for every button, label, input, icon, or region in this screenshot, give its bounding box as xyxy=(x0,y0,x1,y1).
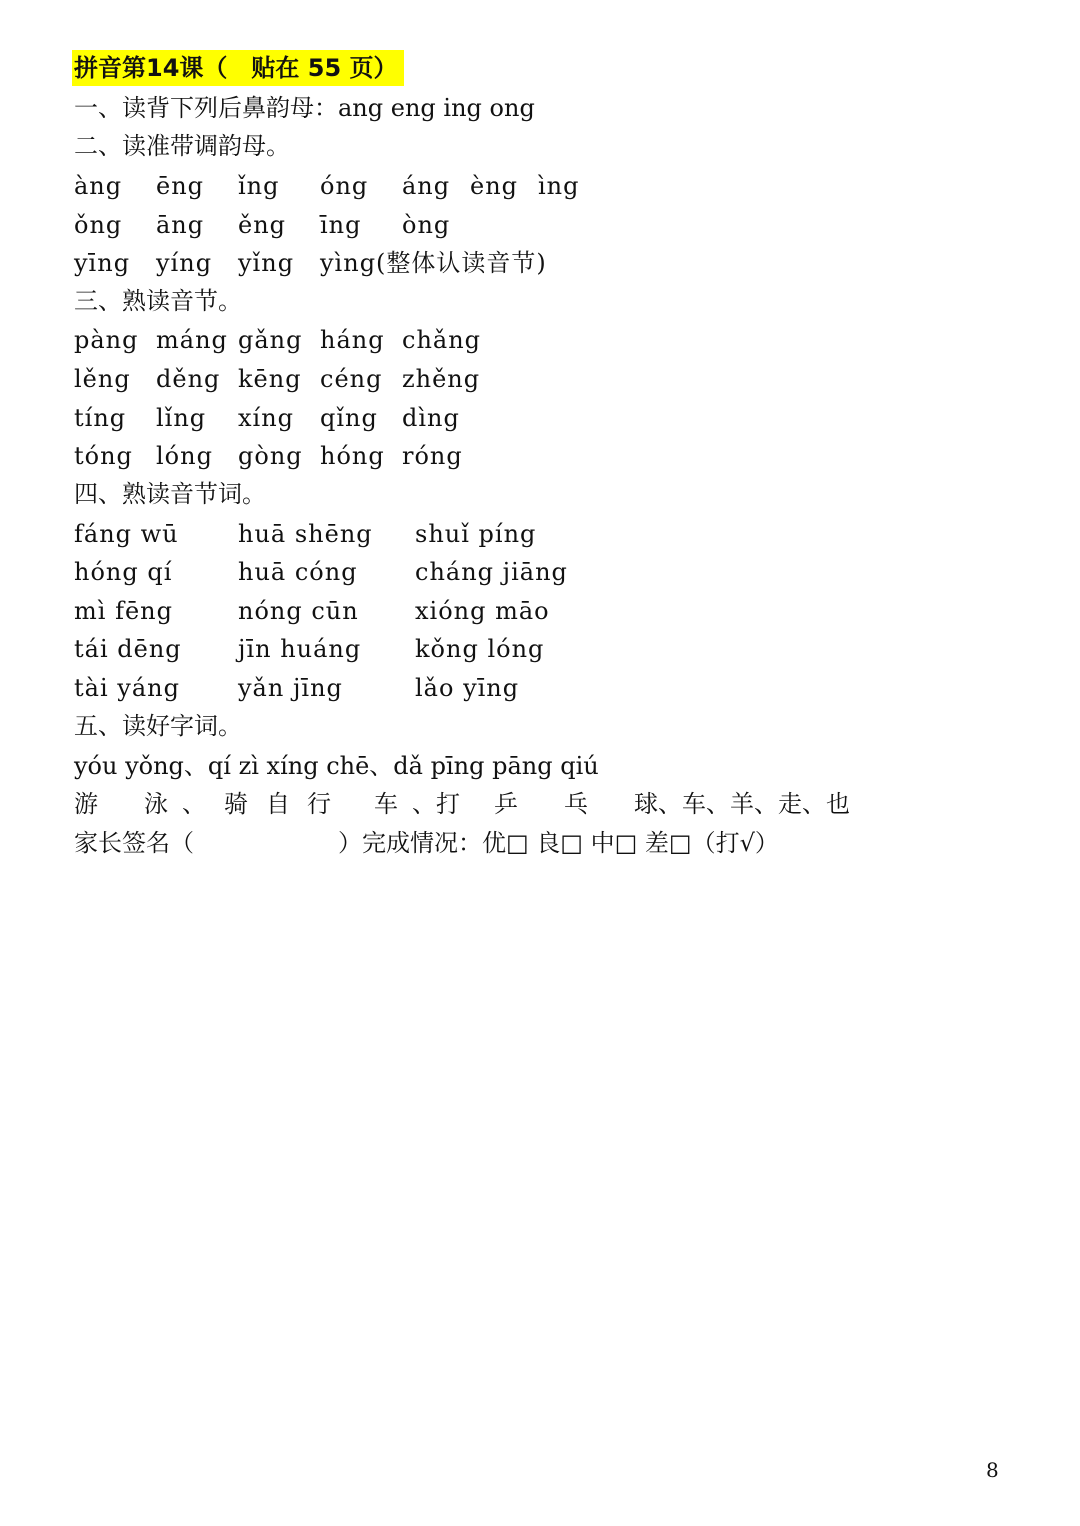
pinyin-word: tái dēng xyxy=(74,635,182,663)
hanzi-char: 骑 xyxy=(224,790,248,818)
syllable: lǐng xyxy=(156,404,207,432)
pinyin-word: cháng jiāng xyxy=(415,558,568,586)
tone-syllable: òng xyxy=(402,211,451,239)
syllable: céng xyxy=(320,365,383,393)
pinyin-word: kǒng lóng xyxy=(415,635,545,663)
section-3-heading: 三、熟读音节。 xyxy=(74,287,242,315)
syllable: kēng xyxy=(238,365,302,393)
pinyin-word: shuǐ píng xyxy=(415,520,537,548)
syllable: děng xyxy=(156,365,221,393)
syllable: hóng xyxy=(320,442,385,470)
tone-syllable: ǐng xyxy=(238,172,280,200)
section-2-heading: 二、读准带调韵母。 xyxy=(74,132,290,160)
pinyin-word: huā shēng xyxy=(238,520,373,548)
syllable: zhěng xyxy=(402,365,481,393)
pinyin-sentence: yóu yǒng、qí zì xíng chē、dǎ pīng pāng qiú xyxy=(74,752,599,780)
hanzi-char: 自 xyxy=(266,790,290,818)
tone-syllable: yìng xyxy=(320,249,377,277)
lesson-title: 拼音第14课（ 贴在 55 页） xyxy=(72,50,404,86)
tone-syllable: ēng xyxy=(156,172,205,200)
hanzi-char: 、 xyxy=(182,790,206,818)
tone-syllable: óng xyxy=(320,172,369,200)
hanzi-char: 乒 xyxy=(494,790,518,818)
syllable: xíng xyxy=(238,404,295,432)
syllable: pàng xyxy=(74,326,139,354)
page-number: 8 xyxy=(986,1458,999,1482)
tones-note: (整体认读音节) xyxy=(376,249,547,277)
tone-syllable: yǐng xyxy=(238,249,295,277)
tone-syllable: yīng xyxy=(74,249,131,277)
pinyin-word: xióng māo xyxy=(415,597,550,625)
syllable: qǐng xyxy=(320,404,378,432)
tone-syllable: áng xyxy=(402,172,451,200)
syllable: háng xyxy=(320,326,385,354)
pinyin-word: tài yáng xyxy=(74,674,180,702)
signature-line: 家长签名（ ）完成情况：优□ 良□ 中□ 差□（打√） xyxy=(74,829,779,857)
hanzi-char: 游 xyxy=(74,790,98,818)
tone-syllable: īng xyxy=(320,211,362,239)
tone-syllable: ǒng xyxy=(74,211,123,239)
hanzi-char: 泳 xyxy=(144,790,168,818)
pinyin-word: huā cóng xyxy=(238,558,358,586)
syllable: dìng xyxy=(402,404,460,432)
syllable: róng xyxy=(402,442,463,470)
syllable: gòng xyxy=(238,442,303,470)
tone-syllable: ìng xyxy=(538,172,580,200)
hanzi-phrase: 球、车、羊、走、也 xyxy=(634,790,850,818)
tone-syllable: ěng xyxy=(238,211,287,239)
syllable: tíng xyxy=(74,404,127,432)
tone-syllable: yíng xyxy=(156,249,213,277)
pinyin-word: mì fēng xyxy=(74,597,173,625)
pinyin-word: jīn huáng xyxy=(238,635,362,663)
section-5-heading: 五、读好字词。 xyxy=(74,712,242,740)
tone-syllable: àng xyxy=(74,172,123,200)
syllable: lóng xyxy=(156,442,213,470)
syllable: gǎng xyxy=(238,326,303,354)
pinyin-word: lǎo yīng xyxy=(415,674,520,702)
tone-syllable: āng xyxy=(156,211,205,239)
syllable: chǎng xyxy=(402,326,482,354)
lesson-title-row xyxy=(74,49,404,87)
pinyin-word: fáng wū xyxy=(74,520,179,548)
hanzi-char: 行 xyxy=(307,790,331,818)
hanzi-char: 、打 xyxy=(412,790,460,818)
section-1-heading: 一、读背下列后鼻韵母：ang eng ing ong xyxy=(74,94,535,122)
hanzi-char: 乓 xyxy=(564,790,588,818)
syllable: tóng xyxy=(74,442,133,470)
syllable: lěng xyxy=(74,365,131,393)
syllable: máng xyxy=(156,326,228,354)
hanzi-char: 车 xyxy=(374,790,398,818)
pinyin-word: nóng cūn xyxy=(238,597,359,625)
tone-syllable: èng xyxy=(470,172,519,200)
pinyin-word: yǎn jīng xyxy=(238,674,343,702)
pinyin-word: hóng qí xyxy=(74,558,173,586)
section-4-heading: 四、熟读音节词。 xyxy=(74,480,266,508)
